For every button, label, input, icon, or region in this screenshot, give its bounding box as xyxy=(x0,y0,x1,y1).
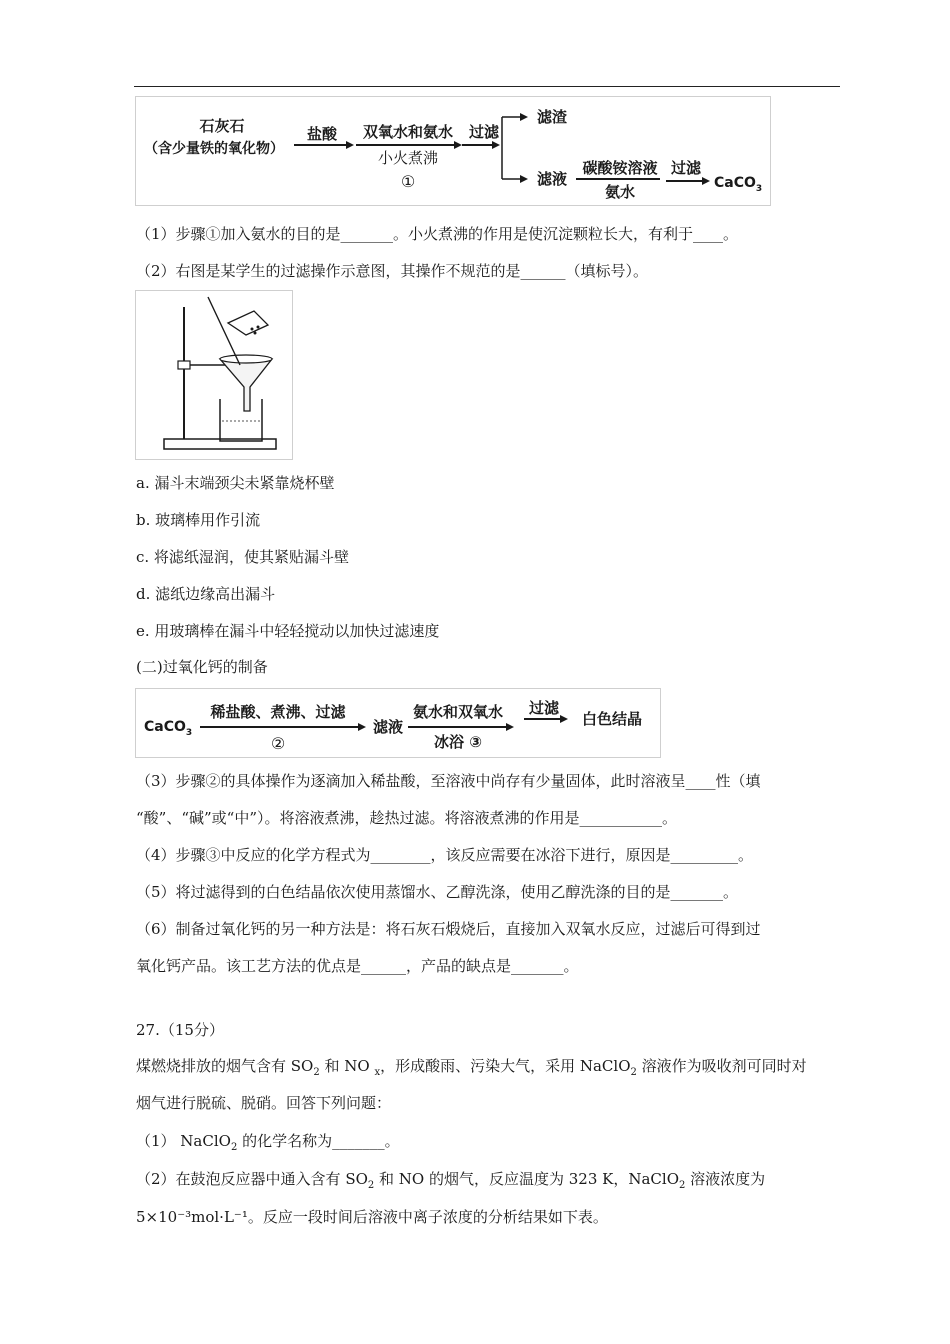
flow1-arrowhead-3 xyxy=(492,141,500,149)
flow1-reagent3-top: 碳酸铵溶液 xyxy=(582,159,658,177)
q27-2-text-a: （2）在鼓泡反应器中通入含有 SO xyxy=(136,1170,368,1188)
flow2-arrowhead-3 xyxy=(560,715,568,723)
q27-1-text-a: （1） NaClO xyxy=(136,1132,231,1150)
flow1-arrowhead-2 xyxy=(454,141,462,149)
flow2-filter: 过滤 xyxy=(528,699,560,717)
section-2-title: (二)过氧化钙的制备 xyxy=(136,658,268,676)
funnel xyxy=(220,359,272,411)
flow1-reagent2-top: 双氧水和氨水 xyxy=(362,123,454,141)
q27-1-text-b: 的化学名称为_______。 xyxy=(237,1132,400,1150)
flow1-product-sub: 3 xyxy=(755,184,763,194)
intro-sub-a: 2 xyxy=(313,1067,320,1078)
flow1-step-mark: ① xyxy=(400,172,416,191)
flow2-arrowhead-1 xyxy=(358,723,366,731)
intro-sub-b: x xyxy=(374,1067,381,1078)
flow1-filtrate: 滤液 xyxy=(536,170,568,188)
question-27-title: 27.（15分） xyxy=(136,1021,224,1039)
flow2-product: 白色结晶 xyxy=(581,710,643,728)
q27-2-text-b: 和 NO 的烟气，反应温度为 323 K，NaClO xyxy=(374,1170,680,1188)
q27-2-sub-b: 2 xyxy=(679,1180,686,1191)
header-rule xyxy=(134,86,840,87)
flow1-filter: 过滤 xyxy=(468,123,500,141)
question-27-2-line-1 xyxy=(136,1169,765,1196)
flow1-reagent3-bottom: 氨水 xyxy=(604,183,636,201)
precipitate-1 xyxy=(251,328,254,331)
flow2-filtrate: 滤液 xyxy=(372,718,404,736)
flow1-filter2: 过滤 xyxy=(670,159,702,177)
question-1: （1）步骤①加入氨水的目的是_______。小火煮沸的作用是使沉淀颗粒长大，有利于____。 xyxy=(136,225,739,243)
flow2-reagent-top: 稀盐酸、煮沸、过滤 xyxy=(210,703,346,721)
q27-1-sub-a: 2 xyxy=(230,1142,238,1153)
beaker xyxy=(220,399,262,441)
svg-text:CaCO3 xyxy=(144,719,192,738)
question-5: （5）将过滤得到的白色结晶依次使用蒸馏水、乙醇洗涤，使用乙醇洗涤的目的是_______。 xyxy=(136,883,739,901)
question-4: （4）步骤③中反应的化学方程式为________，该反应需要在冰浴下进行，原因是_________。 xyxy=(136,846,754,864)
flow1-product: CaCO xyxy=(714,175,756,191)
option-b: b. 玻璃棒用作引流 xyxy=(136,511,261,529)
question-2: （2）右图是某学生的过滤操作示意图，其操作不规范的是______（填标号）。 xyxy=(136,262,649,280)
flow2-reagent2-top: 氨水和双氧水 xyxy=(412,703,504,721)
flow2-step-mark: ② xyxy=(270,734,286,753)
clamp xyxy=(178,361,190,369)
flow1-residue: 滤渣 xyxy=(536,108,568,126)
option-a: a. 漏斗末端颈尖未紧靠烧杯壁 xyxy=(136,474,335,492)
flow2-start-sub: 3 xyxy=(185,728,193,738)
option-d: d. 滤纸边缘高出漏斗 xyxy=(136,585,276,603)
glass-rod xyxy=(208,297,240,365)
flow2-reagent2-bottom: 冰浴 ③ xyxy=(434,733,482,751)
flow1-arrowhead-1 xyxy=(346,141,354,149)
intro-text-c: ，形成酸雨、污染大气，采用 NaClO xyxy=(380,1057,631,1075)
intro-text-a: 煤燃烧排放的烟气含有 SO xyxy=(136,1057,314,1075)
question-6-line-1: （6）制备过氧化钙的另一种方法是：将石灰石煅烧后，直接加入双氧水反应，过滤后可得到过 xyxy=(136,920,761,938)
flow1-reagent2-bottom: 小火煮沸 xyxy=(377,149,439,167)
question-3-line-1: （3）步骤②的具体操作为逐滴加入稀盐酸，至溶液中尚存有少量固体，此时溶液呈____性（填 xyxy=(136,772,761,790)
flow1-arrowhead-5 xyxy=(702,177,710,185)
option-c: c. 将滤纸湿润，使其紧贴漏斗壁 xyxy=(136,548,349,566)
filtration-apparatus-figure xyxy=(135,290,293,460)
intro-sub-c: 2 xyxy=(630,1067,637,1078)
flow1-branch-top-head xyxy=(520,113,528,121)
flow2-start: CaCO xyxy=(144,719,186,735)
flowchart-limestone xyxy=(135,96,771,206)
flow1-reagent1: 盐酸 xyxy=(306,125,338,143)
flow1-start-line2: （含少量铁的氧化物） xyxy=(144,141,284,157)
question-27-2-line-2: 5×10⁻³mol·L⁻¹。反应一段时间后溶液中离子浓度的分析结果如下表。 xyxy=(136,1208,608,1226)
option-e: e. 用玻璃棒在漏斗中轻轻搅动以加快过滤速度 xyxy=(136,622,440,640)
q27-2-sub-a: 2 xyxy=(367,1180,375,1191)
flow1-start-line1: 石灰石 xyxy=(199,117,245,135)
pouring-beaker xyxy=(228,311,268,335)
flowchart-peroxide xyxy=(135,688,661,758)
question-3-line-2: “酸”、“碱”或“中”）。将溶液煮沸，趁热过滤。将溶液煮沸的作用是___________。 xyxy=(136,809,678,827)
question-27-1 xyxy=(136,1131,400,1158)
flow1-branch-bottom-head xyxy=(520,175,528,183)
svg-text:CaCO3 xyxy=(714,175,762,194)
intro-text-d: 溶液作为吸收剂可同时对 xyxy=(636,1057,807,1075)
question-6-line-2: 氧化钙产品。该工艺方法的优点是______，产品的缺点是_______。 xyxy=(136,957,579,975)
intro-text-b: 和 NO xyxy=(319,1057,375,1075)
flow2-arrowhead-2 xyxy=(506,723,514,731)
precipitate-3 xyxy=(254,332,257,335)
question-27-intro-line-2: 烟气进行脱硫、脱硝。回答下列问题： xyxy=(136,1094,392,1112)
funnel-rim xyxy=(220,355,272,363)
question-27-intro-line-1 xyxy=(136,1056,807,1083)
q27-2-text-c: 溶液浓度为 xyxy=(685,1170,766,1188)
precipitate-2 xyxy=(257,326,260,329)
